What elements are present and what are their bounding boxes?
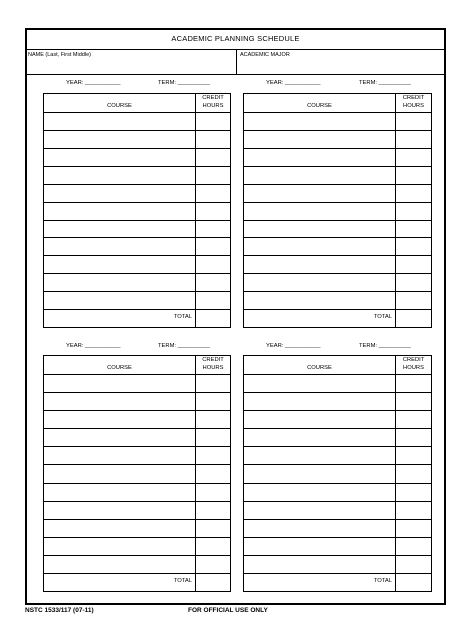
official-use-notice: FOR OFFICIAL USE ONLY (188, 607, 268, 614)
course-row[interactable] (44, 255, 230, 273)
course-row[interactable] (244, 237, 431, 255)
year-field[interactable]: YEAR: ___________ (266, 343, 321, 349)
course-row[interactable] (244, 130, 431, 148)
course-row[interactable] (244, 202, 431, 220)
course-row[interactable] (44, 112, 230, 130)
major-label: ACADEMIC MAJOR (240, 52, 290, 58)
term-field[interactable]: TERM: __________ (158, 343, 210, 349)
course-table (243, 355, 432, 592)
course-row[interactable] (244, 392, 431, 410)
course-row[interactable] (44, 237, 230, 255)
course-row[interactable] (44, 464, 230, 482)
course-row[interactable] (244, 112, 431, 130)
name-field[interactable] (25, 50, 236, 75)
credit-header: CREDIT (402, 357, 425, 363)
course-row[interactable] (44, 428, 230, 446)
course-row[interactable] (44, 446, 230, 464)
course-row[interactable] (244, 184, 431, 202)
course-row[interactable] (244, 291, 431, 309)
course-header: COURSE (307, 103, 332, 109)
course-row[interactable] (44, 130, 230, 148)
course-row[interactable] (44, 392, 230, 410)
term-field[interactable]: TERM: __________ (359, 343, 411, 349)
course-row[interactable] (44, 291, 230, 309)
credit-header: CREDIT (202, 357, 224, 363)
year-field[interactable]: YEAR: ___________ (66, 80, 121, 86)
course-row[interactable] (44, 555, 230, 573)
course-row[interactable] (44, 410, 230, 428)
course-row[interactable] (44, 148, 230, 166)
course-row[interactable] (44, 537, 230, 555)
credit-header: CREDIT (402, 95, 425, 101)
major-field[interactable] (237, 50, 444, 75)
hours-header: HOURS (202, 103, 224, 109)
course-row[interactable] (244, 166, 431, 184)
total-label: TOTAL (173, 577, 192, 584)
course-row[interactable] (244, 273, 431, 291)
course-table (243, 93, 432, 328)
term-field[interactable]: TERM: __________ (359, 80, 411, 86)
course-row[interactable] (244, 464, 431, 482)
course-row[interactable] (244, 374, 431, 392)
course-row[interactable] (244, 255, 431, 273)
course-row[interactable] (44, 519, 230, 537)
course-header: COURSE (107, 103, 132, 109)
course-row[interactable] (44, 184, 230, 202)
course-header: COURSE (307, 365, 332, 371)
course-row[interactable] (244, 555, 431, 573)
form-number: NSTC 1533/117 (07-11) (25, 607, 94, 614)
name-major-row (25, 50, 446, 75)
course-row[interactable] (44, 483, 230, 501)
course-header: COURSE (107, 365, 132, 371)
course-row[interactable] (244, 519, 431, 537)
course-row[interactable] (44, 166, 230, 184)
form-title: ACADEMIC PLANNING SCHEDULE (25, 28, 446, 50)
year-field[interactable]: YEAR: ___________ (66, 343, 121, 349)
name-label: NAME (Last, First Middle) (28, 52, 91, 58)
year-field[interactable]: YEAR: ___________ (266, 80, 321, 86)
course-row[interactable] (244, 483, 431, 501)
course-row[interactable] (44, 273, 230, 291)
course-row[interactable] (244, 148, 431, 166)
hours-header: HOURS (403, 103, 424, 109)
course-row[interactable] (244, 410, 431, 428)
course-row[interactable] (44, 220, 230, 238)
course-table (43, 355, 231, 592)
course-row[interactable] (244, 446, 431, 464)
hours-header: HOURS (202, 365, 224, 371)
course-row[interactable] (244, 537, 431, 555)
course-row[interactable] (44, 501, 230, 519)
course-row[interactable] (244, 428, 431, 446)
term-field[interactable]: TERM: __________ (158, 80, 210, 86)
course-row[interactable] (44, 374, 230, 392)
credit-header: CREDIT (202, 95, 224, 101)
course-row[interactable] (244, 501, 431, 519)
total-label: TOTAL (373, 314, 392, 321)
course-row[interactable] (44, 202, 230, 220)
total-label: TOTAL (173, 314, 192, 321)
course-table (43, 93, 231, 328)
course-row[interactable] (244, 220, 431, 238)
total-label: TOTAL (373, 577, 392, 584)
hours-header: HOURS (403, 365, 424, 371)
